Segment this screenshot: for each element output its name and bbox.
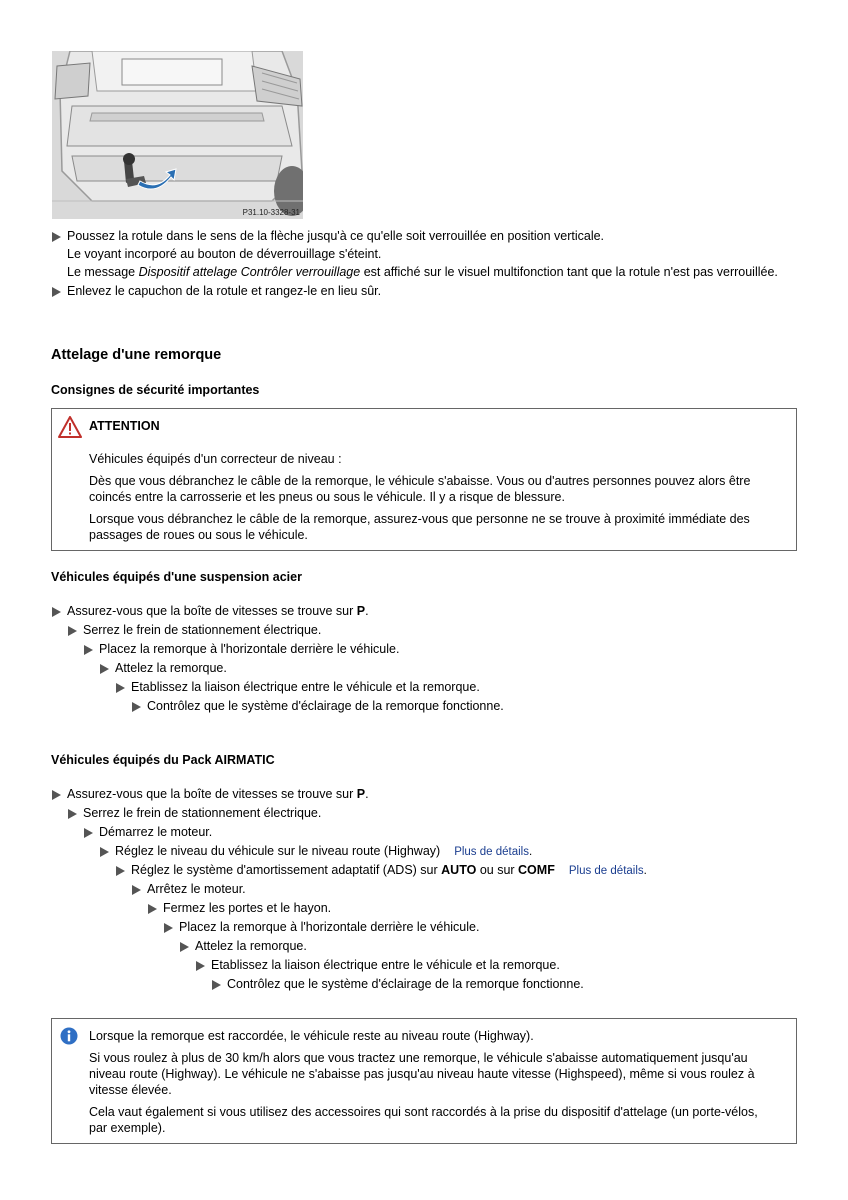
airmatic-step-10: Etablissez la liaison électrique entre le véhicule et la remorque. (196, 957, 560, 974)
airmatic-step-8: Placez la remorque à l'horizontale derrière le véhicule. (164, 919, 479, 936)
steel-step-1: Assurez-vous que la boîte de vitesses se trouve sur P. (52, 603, 369, 620)
airmatic-step-1: Assurez-vous que la boîte de vitesses se trouve sur P. (52, 786, 369, 803)
airmatic-step-11: Contrôlez que le système d'éclairage de la remorque fonctionne. (212, 976, 584, 993)
warning-p3b: passages de roues ou sous le véhicule. (89, 528, 308, 542)
airmatic-step-2: Serrez le frein de stationnement électrique. (68, 805, 321, 822)
arrow-bullet-icon (52, 287, 61, 297)
steel-heading: Véhicules équipés d'une suspension acier (51, 570, 302, 584)
arrow-bullet-icon (180, 942, 189, 952)
arrow-bullet-icon (116, 866, 125, 876)
airmatic-heading: Véhicules équipés du Pack AIRMATIC (51, 753, 275, 767)
airmatic-step-4: Réglez le niveau du véhicule sur le niveau route (Highway) Plus de détails. (100, 843, 532, 861)
info-box (51, 1018, 797, 1144)
intro-step-1: Poussez la rotule dans le sens de la flèche jusqu'à ce qu'elle soit verrouillée en position verticale. (52, 228, 604, 245)
arrow-bullet-icon (212, 980, 221, 990)
section-title: Attelage d'une remorque (51, 347, 222, 363)
warning-p3a: Lorsque vous débranchez le câble de la remorque, assurez-vous que personne ne se trouve à proximité immédiate des (89, 512, 750, 526)
steel-step-4: Attelez la remorque. (100, 660, 227, 677)
arrow-bullet-icon (52, 232, 61, 242)
arrow-bullet-icon (84, 828, 93, 838)
info-p2a: Si vous roulez à plus de 30 km/h alors que vous tractez une remorque, le véhicule s'abaisse automatiquement jusqu'au (89, 1051, 748, 1065)
airmatic-step-6: Arrêtez le moteur. (132, 881, 246, 898)
steel-step-6: Contrôlez que le système d'éclairage de la remorque fonctionne. (132, 698, 504, 715)
airmatic-step-9: Attelez la remorque. (180, 938, 307, 955)
arrow-bullet-icon (52, 607, 61, 617)
tow-hitch-figure (52, 51, 303, 219)
warning-box (51, 408, 797, 551)
arrow-bullet-icon (84, 645, 93, 655)
airmatic-step-7: Fermez les portes et le hayon. (148, 900, 331, 917)
warning-p2a: Dès que vous débranchez le câble de la remorque, le véhicule s'abaisse. Vous ou d'autres personnes pouvez alors être (89, 474, 751, 488)
car-rear-illustration (52, 51, 303, 219)
warning-p1: Véhicules équipés d'un correcteur de niveau : (89, 452, 342, 466)
info-p1: Lorsque la remorque est raccordée, le véhicule reste au niveau route (Highway). (89, 1029, 534, 1043)
arrow-bullet-icon (148, 904, 157, 914)
airmatic-step-3: Démarrez le moteur. (84, 824, 212, 841)
arrow-bullet-icon (132, 702, 141, 712)
steel-step-3: Placez la remorque à l'horizontale derrière le véhicule. (84, 641, 399, 658)
intro-line-3: Le message Dispositif attelage Contrôler verrouillage est affiché sur le visuel multifonction tant que la rotule n'est pas verrouillée. (67, 265, 778, 279)
info-icon (60, 1027, 78, 1045)
figure-code: P31.10-3328-31 (242, 208, 300, 217)
airmatic-step-5: Réglez le système d'amortissement adaptatif (ADS) sur AUTO ou sur COMF Plus de détails. (116, 862, 647, 880)
arrow-bullet-icon (52, 790, 61, 800)
warning-title: ATTENTION (89, 419, 160, 433)
safety-heading: Consignes de sécurité importantes (51, 383, 260, 397)
steel-step-2: Serrez le frein de stationnement électrique. (68, 622, 321, 639)
intro-line-2: Le voyant incorporé au bouton de déverrouillage s'éteint. (67, 247, 382, 261)
warning-p2b: coincés entre la carrosserie et les pneus ou sous le véhicule. Il y a risque de blessure. (89, 490, 565, 504)
details-link[interactable]: Plus de détails (568, 865, 644, 877)
arrow-bullet-icon (68, 809, 77, 819)
arrow-bullet-icon (132, 885, 141, 895)
info-p2c: vitesse élevée. (89, 1083, 172, 1097)
steel-step-5: Etablissez la liaison électrique entre le véhicule et la remorque. (116, 679, 480, 696)
info-p2b: niveau route (Highway). Le véhicule ne s'abaisse pas jusqu'au niveau haute vitesse (Highspeed), même si vous roulez à (89, 1067, 755, 1081)
arrow-bullet-icon (116, 683, 125, 693)
message-name: Dispositif attelage Contrôler verrouillage (138, 265, 361, 279)
warning-triangle-icon (58, 416, 82, 438)
info-p3a: Cela vaut également si vous utilisez des accessoires qui sont raccordés à la prise du dispositif d'attelage (un porte-vélos, (89, 1105, 758, 1119)
arrow-bullet-icon (196, 961, 205, 971)
arrow-bullet-icon (164, 923, 173, 933)
arrow-bullet-icon (100, 664, 109, 674)
arrow-bullet-icon (68, 626, 77, 636)
info-p3b: par exemple). (89, 1121, 166, 1135)
details-link[interactable]: Plus de détails (454, 846, 529, 858)
arrow-bullet-icon (100, 847, 109, 857)
intro-step-2: Enlevez le capuchon de la rotule et rangez-le en lieu sûr. (52, 283, 381, 300)
